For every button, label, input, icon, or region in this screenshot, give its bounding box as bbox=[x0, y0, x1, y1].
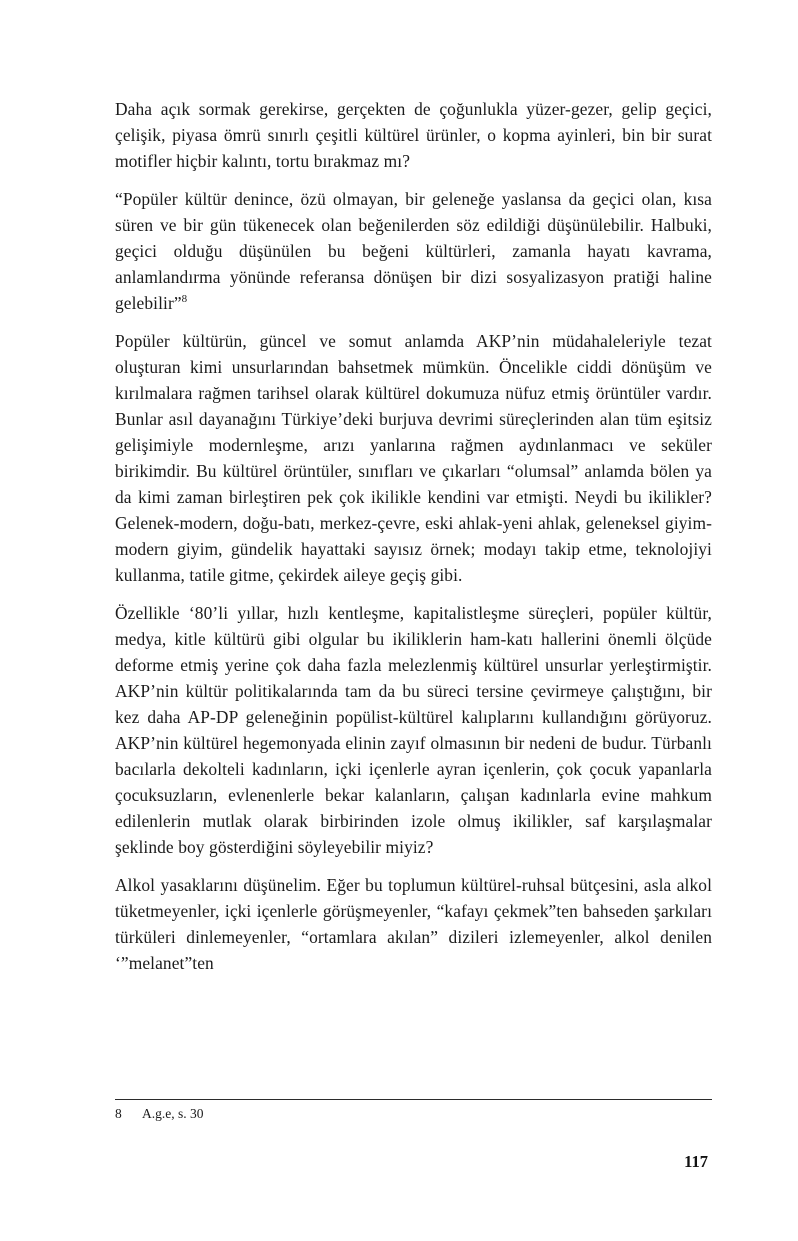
footnote-divider bbox=[115, 1099, 712, 1100]
footnote-number: 8 bbox=[115, 1106, 122, 1121]
page-number: 117 bbox=[684, 1152, 708, 1171]
paragraph-text: Popüler kültürün, güncel ve somut anlamda AKP’nin müdahaleleriyle tezat oluşturan kimi unsurlarından bahsetmek mümkün. Öncelikle ciddi dönüşüm ve kırılmalara rağmen tarihsel olarak kültürel dokumuza nüfuz etmiş örüntüler vardır. Bunlar asıl dayanağını Türkiye’deki burjuva devrimi süreçlerinden alan tüm eşitsiz gelişimiyle modernleşme, arızı yanlarına rağmen aydınlanmacı ve seküler birikimdir. Bu kültürel örüntüler, sınıfları ve çıkarları “olumsal” anlamda bölen ya da kimi zaman birleştiren pek çok ikilikle kendini var etmişti. Neydi bu ikilikler? Gelenek-modern, doğu-batı, merkez-çevre, eski ahlak-yeni ahlak, geleneksel giyim-modern giyim, gündelik hayattaki sayısız örnek; modayı takip etme, teknolojiyi kullanma, tatile gitme, çekirdek aileye geçiş gibi. bbox=[115, 331, 712, 585]
footnote bbox=[115, 1105, 712, 1123]
paragraph-text: “Popüler kültür denince, özü olmayan, bir geleneğe yaslansa da geçici olan, kısa süren ve bir gün tükenecek olan beğenilerden söz edildiği düşünülebilir. Halbuki, geçici olduğu düşünülen bu beğeni kültürleri, zamanla hayatı kavrama, anlamlandırma yönünde referansa dönüşen bir dizi sosyalizasyon pratiği haline gelebilir” bbox=[115, 189, 712, 313]
paragraph-text: Alkol yasaklarını düşünelim. Eğer bu toplumun kültürel-ruhsal bütçesini, asla alkol tüketmeyenler, içki içenlerle görüşmeyenler, “kafayı çekmek”ten bahseden şarkıları türküleri dinlemeyenler, “ortamlara akılan” dizileri izlemeyenler, alkol denilen ‘”melanet”ten bbox=[115, 875, 712, 973]
footnote-area bbox=[115, 1099, 712, 1123]
paragraph-4 bbox=[115, 600, 712, 860]
footnote-reference: 8 bbox=[181, 293, 188, 306]
paragraph-3 bbox=[115, 328, 712, 588]
paragraph-5 bbox=[115, 872, 712, 976]
body-text bbox=[115, 96, 712, 976]
footnote-text: A.g.e, s. 30 bbox=[142, 1106, 204, 1121]
paragraph-text: Daha açık sormak gerekirse, gerçekten de çoğunlukla yüzer-gezer, gelip geçici, çelişik, piyasa ömrü sınırlı çeşitli kültürel ürünler, o kopma ayinleri, bin bir surat motifler hiçbir kalıntı, tortu bırakmaz mı? bbox=[115, 99, 712, 171]
paragraph-1 bbox=[115, 96, 712, 174]
paragraph-2 bbox=[115, 186, 712, 316]
paragraph-text: Özellikle ‘80’li yıllar, hızlı kentleşme, kapitalistleşme süreçleri, popüler kültür, medya, kitle kültürü gibi olgular bu ikiliklerin ham-katı hallerini önemli ölçüde deforme etmiş yerine çok daha fazla melezlenmiş kültürel unsurlar yerleştirmiştir. AKP’nin kültür politikalarında tam da bu süreci tersine çevirmeye çalıştığını, bir kez daha AP-DP geleneğinin popülist-kültürel kalıplarını kullandığını görüyoruz. AKP’nin kültürel hegemonyada elinin zayıf olmasının bir nedeni de budur. Türbanlı bacılarla dekolteli kadınların, içki içenlerle ayran içenlerin, çok çocuk yapanlarla çocuksuzların, evlenenlerle bekar kalanların, çalışan kadınlarla evine mahkum edilenlerin mutlak olarak birbirinden izole olmuş ikilikler, saf karşılaşmalar şeklinde boy gösterdiğini söyleyebilir miyiz? bbox=[115, 603, 712, 857]
